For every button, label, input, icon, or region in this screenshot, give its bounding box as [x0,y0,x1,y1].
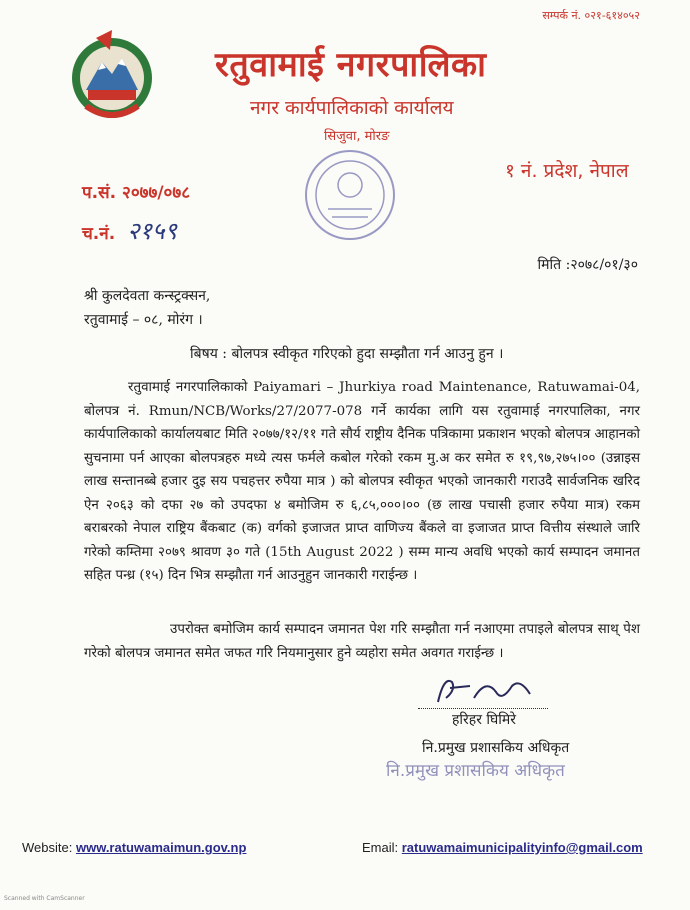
email-label: Email: [362,840,399,855]
recipient [84,284,210,332]
office-location: सिजुवा, मोरङ [324,129,390,144]
signatory-title: नि.प्रमुख प्रशासकिय अधिकृत [422,740,570,756]
recipient-name: श्री कुलदेवता कन्स्ट्रक्सन, [84,288,211,304]
province: १ नं. प्रदेश, नेपाल [505,160,629,182]
contact-number: सम्पर्क नं. ०२१-६१४०५२ [542,9,640,22]
subject-line: बिषय : बोलपत्र स्वीकृत गरिएको हुदा सम्झौता गर्न आउनु हुन । [190,346,504,362]
designation-seal: नि.प्रमुख प्रशासकिय अधिकृत [386,761,565,781]
signatory-name: हरिहर घिमिरे [452,712,517,728]
cn-label: च.नं. [82,224,116,244]
body-paragraph-1: रतुवामाई नगरपालिकाको Paiyamari – Jhurkiya road Maintenance, Ratuwamai-04, बोलपत्र नं. Rmun/NCB/Works/27/2077-078 गर्ने कार्यका लागि यस रतुवामाई नगरपालिका, नगर कार्यपालिकाको कार्यालयबाट मिति २०७७/१२/११ गते सौर्य राष्ट्रीय दैनिक पत्रिकामा प्रकाशन भएको बोलपत्र आहानको सुचनामा पर्न आएका बोलपत्रहरु मध्ये त्यस फर्मले कबोल गरेको रकम मु.अ कर समेत रु १९,९७,२७५।०० (उन्नाइस लाख सन्तानब्बे हजार दुइ सय पचहत्तर रुपैया मात्र ) को बोलपत्र स्वीकृत भएको जानकारी गराउदै सार्वजनिक खरिद ऐन २०६३ को दफा २७ को उपदफा ४ बमोजिम रु ६,८५,०००।०० (छ लाख पचासी हजार रुपैया मात्र) रकम बराबरको नेपाल राष्ट्रिय बैंकबाट (क) वर्गको इजाजत प्राप्त वाणिज्य बैंकले वा इजाजत प्राप्त वित्तीय संस्थाले जारि गरेको कम्तिमा २०७९ श्रावण ३० गते (15th August 2022 ) सम्म मान्य अवधि भएको कार्य सम्पादन जमानत सहित पन्ध्र (१५) दिन भित्र सम्झौता गर्न आउनुहुन जानकारी गराईन्छ । [84,380,640,583]
signature-line [418,708,548,709]
office-name: नगर कार्यपालिकाको कार्यालय [250,97,454,119]
body-paragraph-2: उपरोक्त बमोजिम कार्य सम्पादन जमानत पेश गरि सम्झौता गर्न नआएमा तपाइले बोलपत्र साथ् पेश गरेको बोलपत्र जमानत समेत जफत गरि नियमानुसार हुने व्यहोरा समेत अवगत गराईन्छ । [84,622,640,661]
letter-date: मिति :२०७८/०१/३० [537,257,638,273]
website-link[interactable]: www.ratuwamaimun.gov.np [75,840,247,855]
cn-value: २१५९ [127,217,177,245]
email-link[interactable]: ratuwamaimunicipalityinfo@gmail.com [401,840,643,855]
reference-cn [82,214,177,247]
office-stamp-icon [300,145,400,245]
signature-icon [430,672,540,712]
org-name: रतुवामाई नगरपालिका [215,45,487,85]
nepal-emblem-icon [66,28,158,124]
scan-watermark: Scanned with CamScanner [4,895,85,902]
reference-ps: प.सं. २०७७/०७८ [82,183,191,203]
footer-website [22,840,246,855]
website-label: Website: [22,840,73,855]
recipient-address: रतुवामाई – ०८, मोरंग । [84,312,203,328]
footer-email [362,840,643,855]
